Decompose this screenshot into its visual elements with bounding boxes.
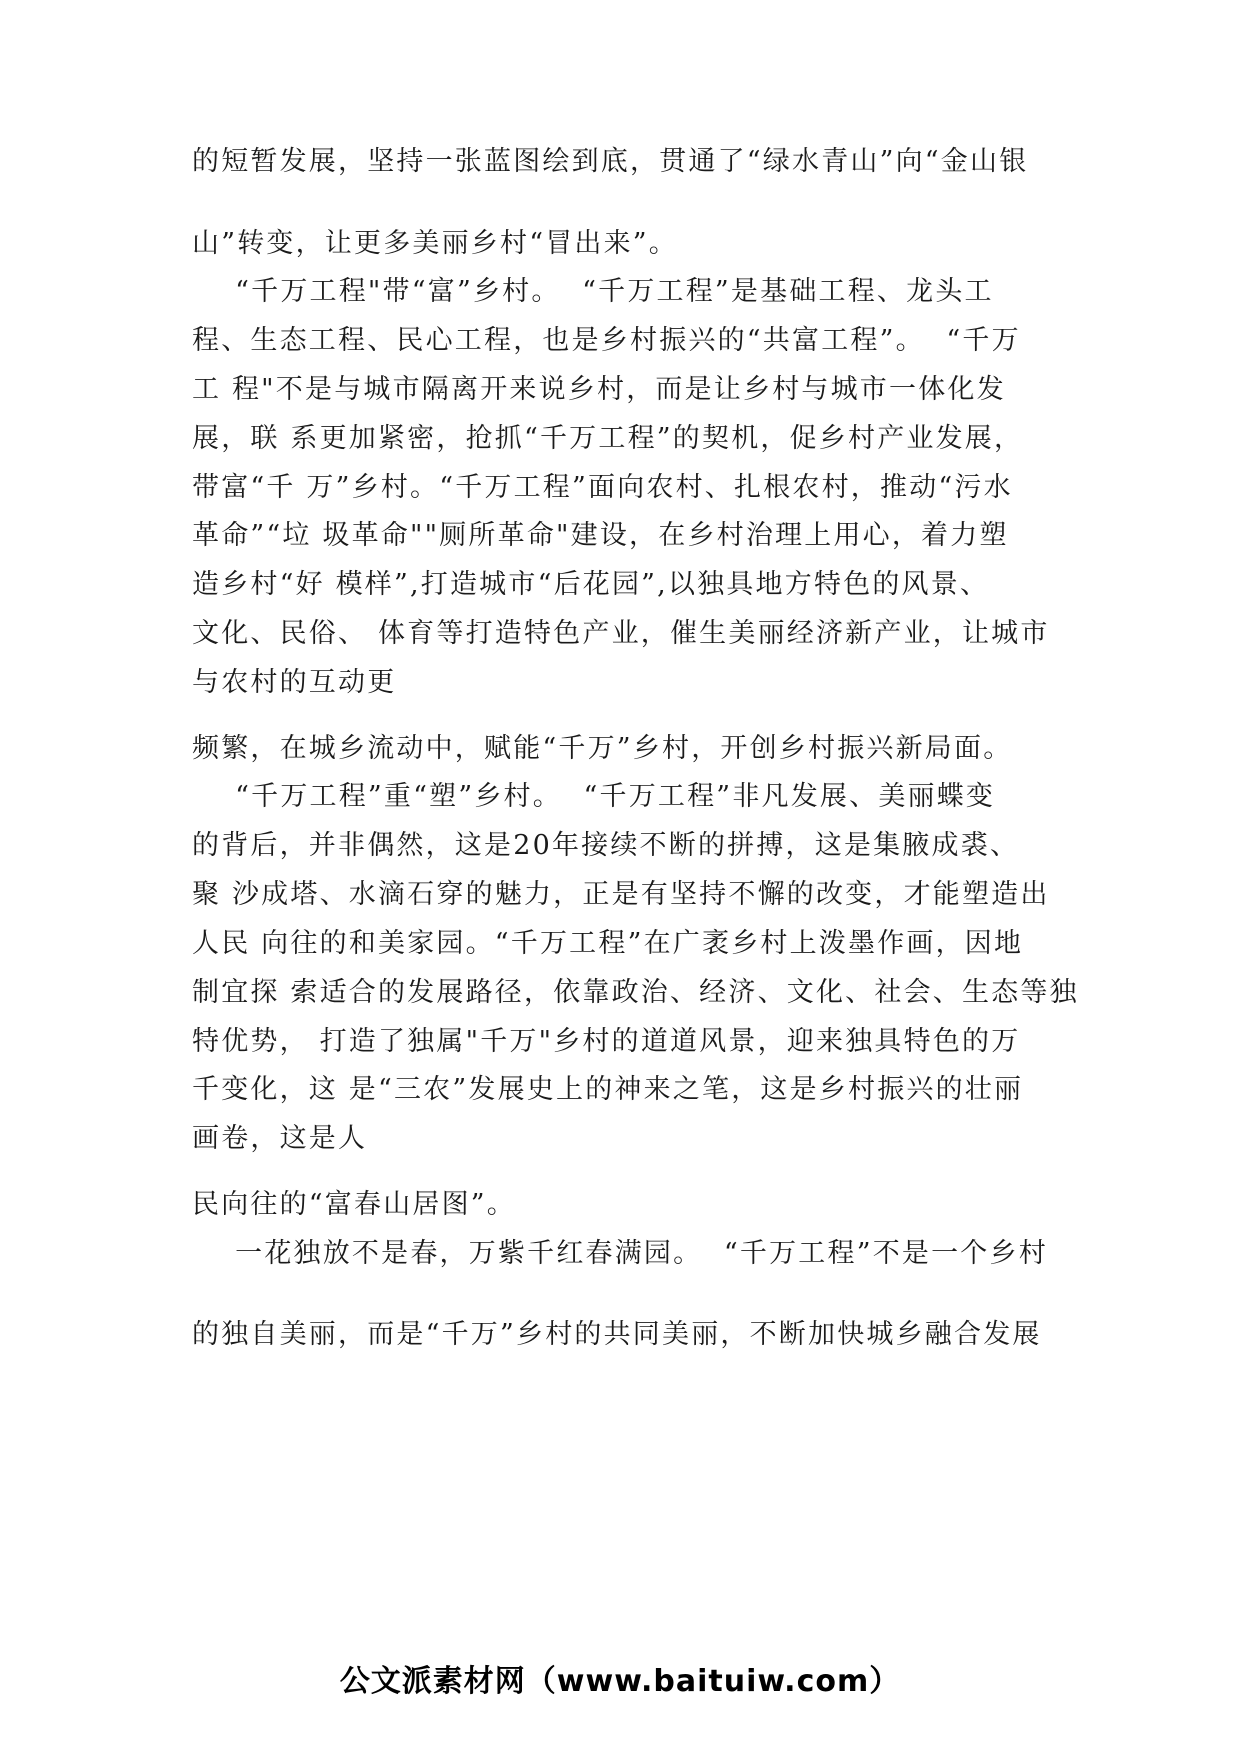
text-line-11: 与农村的互动更 bbox=[192, 667, 397, 698]
text-line-9: 造乡村“好 模样”,打造城市“后花园”,以独具地方特色的风景、 bbox=[192, 569, 990, 600]
text-line-12: 频繁，在城乡流动中，赋能“千万”乡村，开创乡村振兴新局面。 bbox=[192, 733, 1013, 764]
text-line-13: “千万工程”重“塑”乡村。 “千万工程”非凡发展、美丽蝶变 bbox=[192, 781, 996, 812]
text-line-19: 千变化，这 是“三农”发展史上的神来之笔，这是乡村振兴的壮丽 bbox=[192, 1074, 1024, 1105]
footer-watermark: 公文派素材网（www.baituiw.com） bbox=[339, 1664, 901, 1699]
text-line-6: 展，联 系更加紧密，抢抓“千万工程”的契机，促乡村产业发展， bbox=[192, 423, 1024, 454]
text-line-7: 带富“千 万”乡村。“千万工程”面向农村、扎根农村，推动“污水 bbox=[192, 472, 1013, 503]
text-line-15: 聚 沙成塔、水滴石穿的魅力，正是有坚持不懈的改变，才能塑造出 bbox=[192, 879, 1050, 910]
text-line-8: 革命”“垃 圾革命""厕所革命"建设，在乡村治理上用心，着力塑 bbox=[192, 520, 1009, 551]
text-line-10: 文化、民俗、 体育等打造特色产业，催生美丽经济新产业，让城市 bbox=[192, 618, 1050, 649]
text-line-5: 工 程"不是与城市隔离开来说乡村，而是让乡村与城市一体化发 bbox=[192, 374, 1006, 405]
text-line-2: 山”转变，让更多美丽乡村“冒出来”。 bbox=[192, 228, 679, 259]
text-line-23: 的独自美丽，而是“千万”乡村的共同美丽，不断加快城乡融合发展 bbox=[192, 1319, 1042, 1350]
text-line-16: 人民 向往的和美家园。“千万工程”在广袤乡村上泼墨作画，因地 bbox=[192, 928, 1024, 959]
text-line-1: 的短暂发展，坚持一张蓝图绘到底，贯通了“绿水青山”向“金山银 bbox=[192, 146, 1029, 177]
text-line-3: “千万工程"带“富”乡村。 “千万工程”是基础工程、龙头工 bbox=[192, 276, 994, 307]
text-line-4: 程、生态工程、民心工程，也是乡村振兴的“共富工程”。 “千万 bbox=[192, 325, 1021, 356]
text-line-20: 画卷，这是人 bbox=[192, 1123, 368, 1154]
text-line-18: 特优势， 打造了独属"千万"乡村的道道风景，迎来独具特色的万 bbox=[192, 1026, 1021, 1057]
text-line-17: 制宜探 索适合的发展路径，依靠政治、经济、文化、社会、生态等独 bbox=[192, 977, 1079, 1008]
text-line-14: 的背后，并非偶然，这是20年接续不断的拼搏，这是集腋成裘、 bbox=[192, 830, 1020, 861]
text-line-22: 一花独放不是春，万紫千红春满园。 “千万工程”不是一个乡村 bbox=[192, 1238, 1048, 1269]
text-line-21: 民向往的“富春山居图”。 bbox=[192, 1189, 517, 1220]
